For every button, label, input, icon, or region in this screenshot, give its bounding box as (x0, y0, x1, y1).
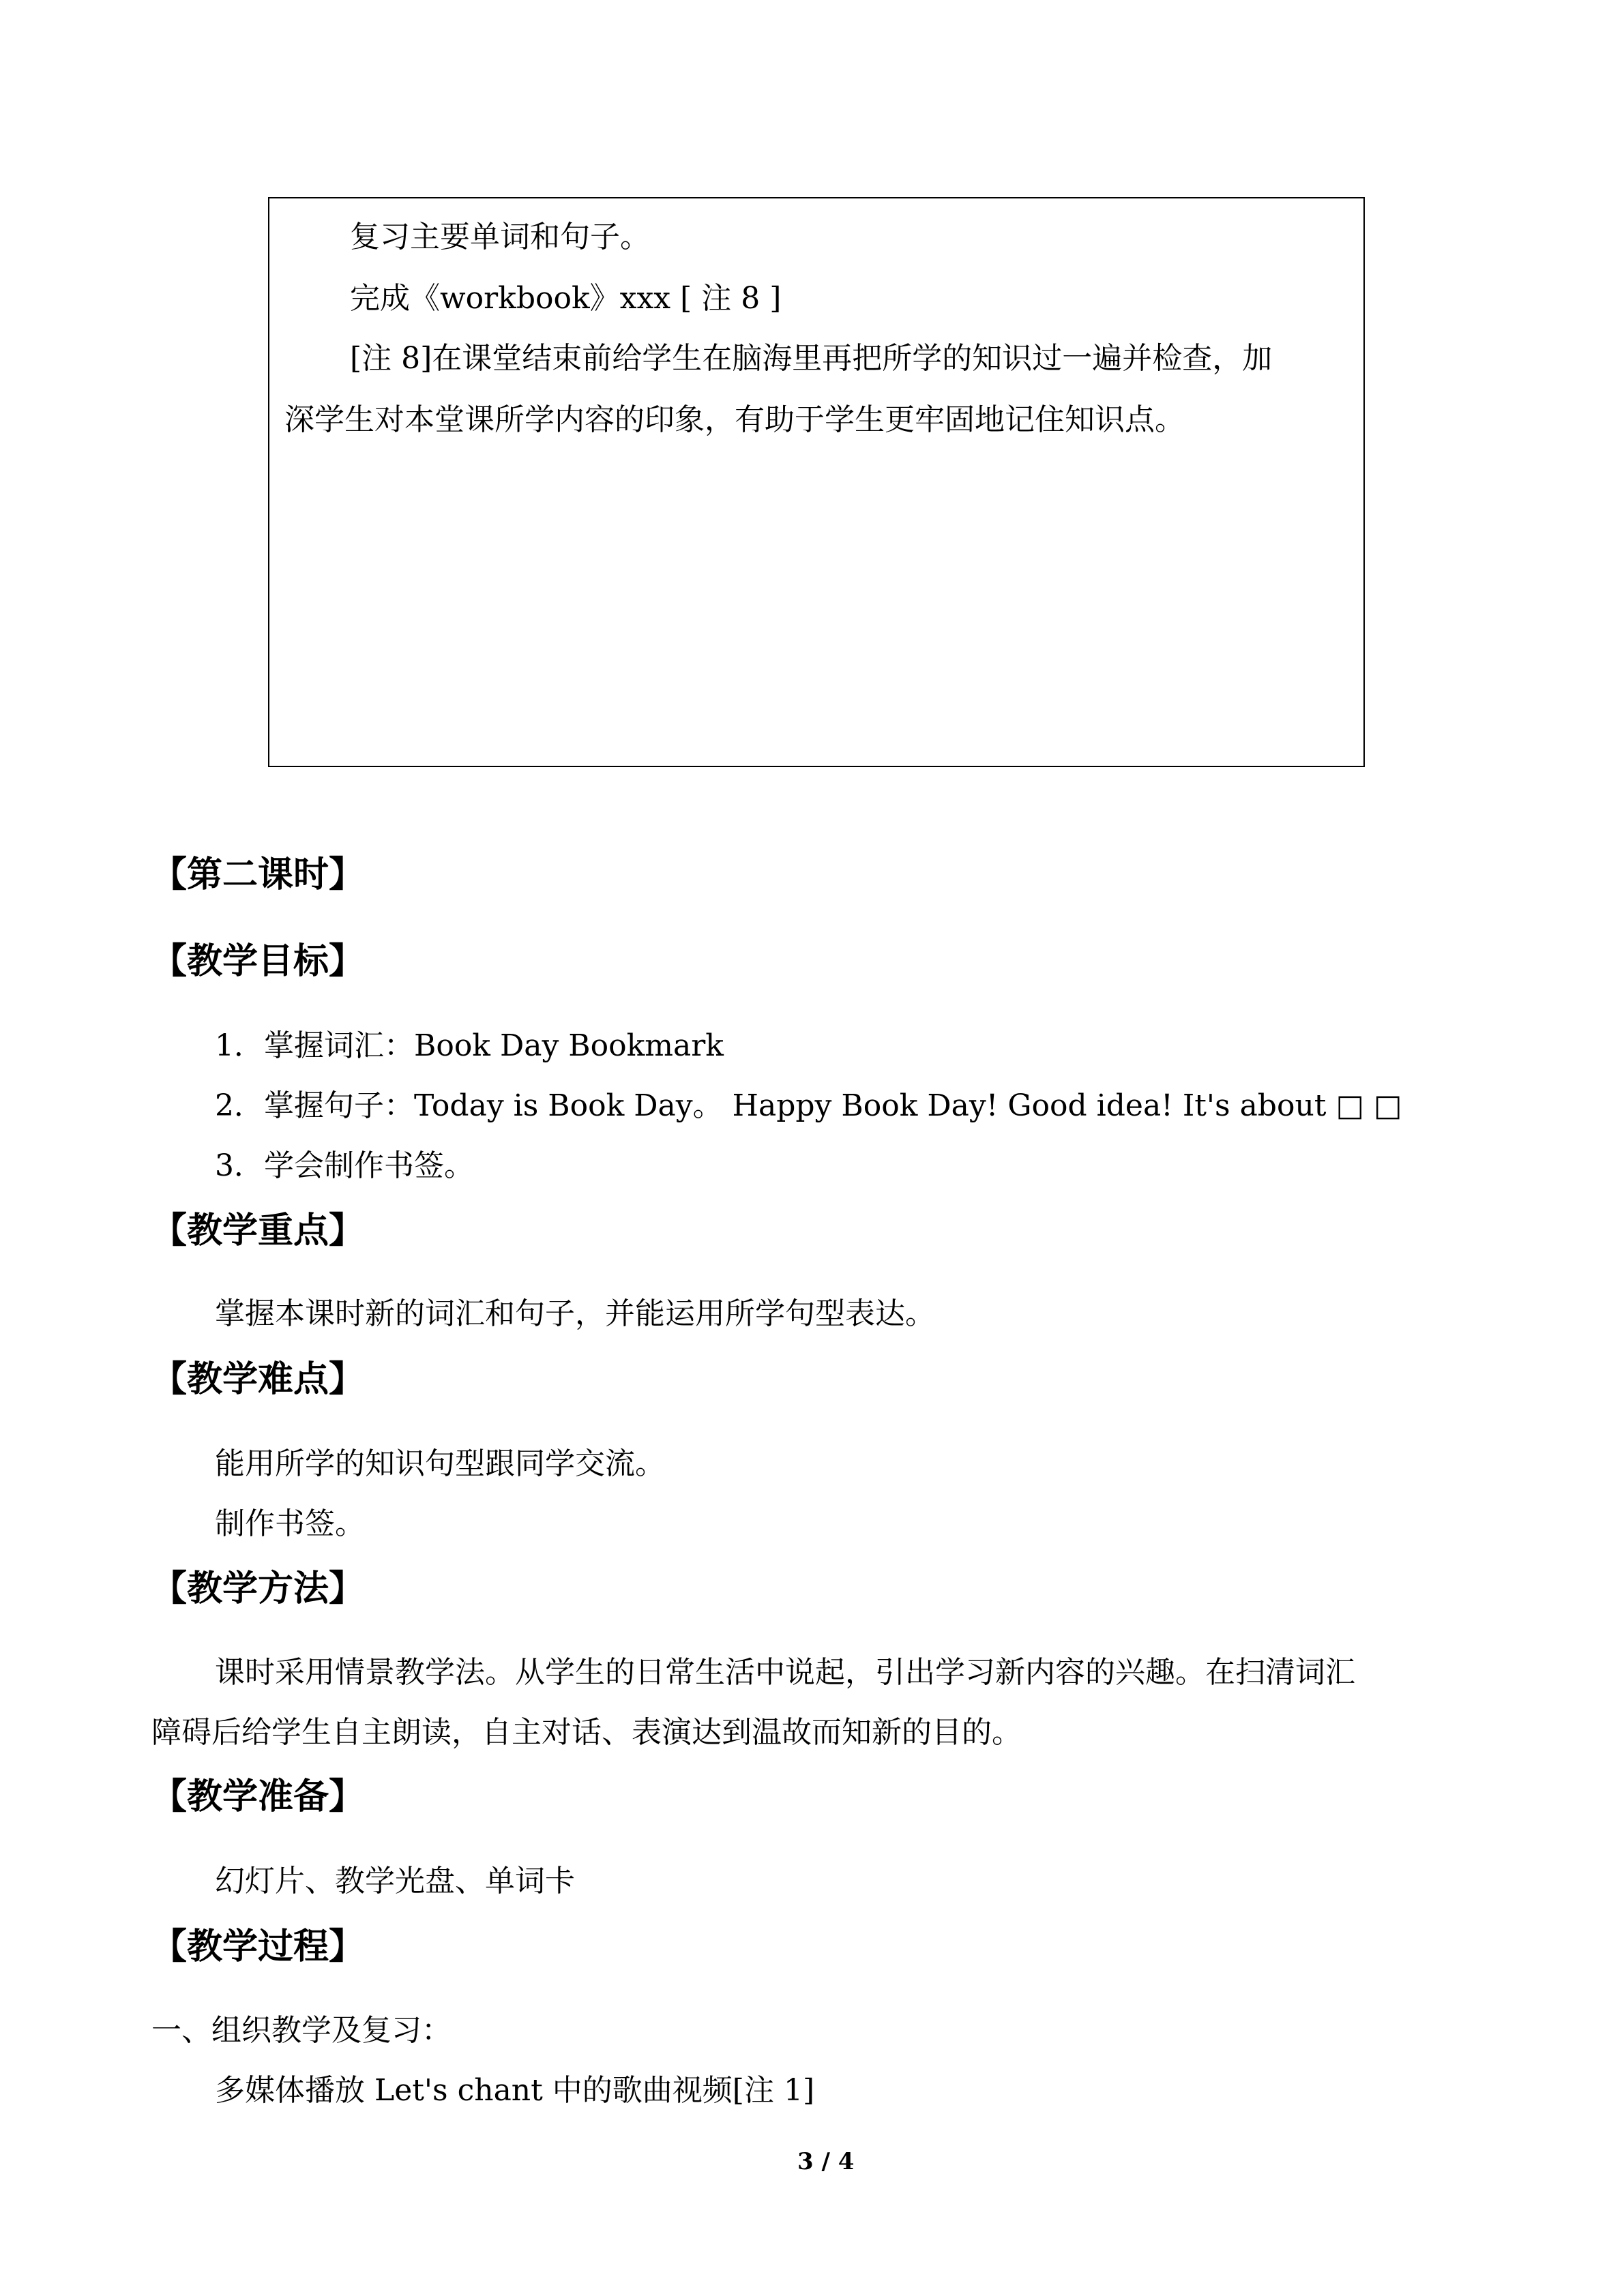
page-number: 3 / 4 (797, 2148, 855, 2175)
difficulty-line: 能用所学的知识句型跟同学交流。 (215, 1446, 665, 1481)
box-line-note: [注 8]在课堂结束前给学生在脑海里再把所学的知识过一遍并检查，加 (350, 341, 1273, 376)
lesson-heading: 【第二课时】 (151, 854, 365, 895)
objectives-heading: 【教学目标】 (151, 941, 365, 982)
difficulties-heading: 【教学难点】 (151, 1359, 365, 1400)
process-step: 一、组织教学及复习： (151, 2013, 452, 2048)
objective-item: 3．学会制作书签。 (215, 1148, 474, 1183)
difficulty-line: 制作书签。 (215, 1506, 365, 1541)
key-points-heading: 【教学重点】 (151, 1210, 365, 1251)
process-heading: 【教学过程】 (151, 1926, 365, 1967)
preparation-text: 幻灯片、教学光盘、单词卡 (215, 1864, 575, 1898)
methods-line: 课时采用情景教学法。从学生的日常生活中说起，引出学习新内容的兴趣。在扫清词汇 (215, 1655, 1355, 1690)
process-step-detail: 多媒体播放 Let's chant 中的歌曲视频[注 1] (215, 2073, 815, 2108)
box-line-review: 复习主要单词和句子。 (350, 220, 650, 254)
objective-item: 2．掌握句子：Today is Book Day。 Happy Book Day! Good idea! It's about □ □ (215, 1088, 1402, 1123)
key-points-text: 掌握本课时新的词汇和句子，并能运用所学句型表达。 (215, 1296, 935, 1331)
objective-item: 1．掌握词汇：Book Day Bookmark (215, 1028, 724, 1063)
methods-heading: 【教学方法】 (151, 1568, 365, 1609)
preparation-heading: 【教学准备】 (151, 1776, 365, 1817)
methods-line-cont: 障碍后给学生自主朗读，自主对话、表演达到温故而知新的目的。 (151, 1715, 1022, 1750)
box-line-note-cont: 深学生对本堂课所学内容的印象，有助于学生更牢固地记住知识点。 (284, 402, 1185, 437)
box-line-workbook: 完成《workbook》xxx [ 注 8 ] (350, 281, 782, 316)
